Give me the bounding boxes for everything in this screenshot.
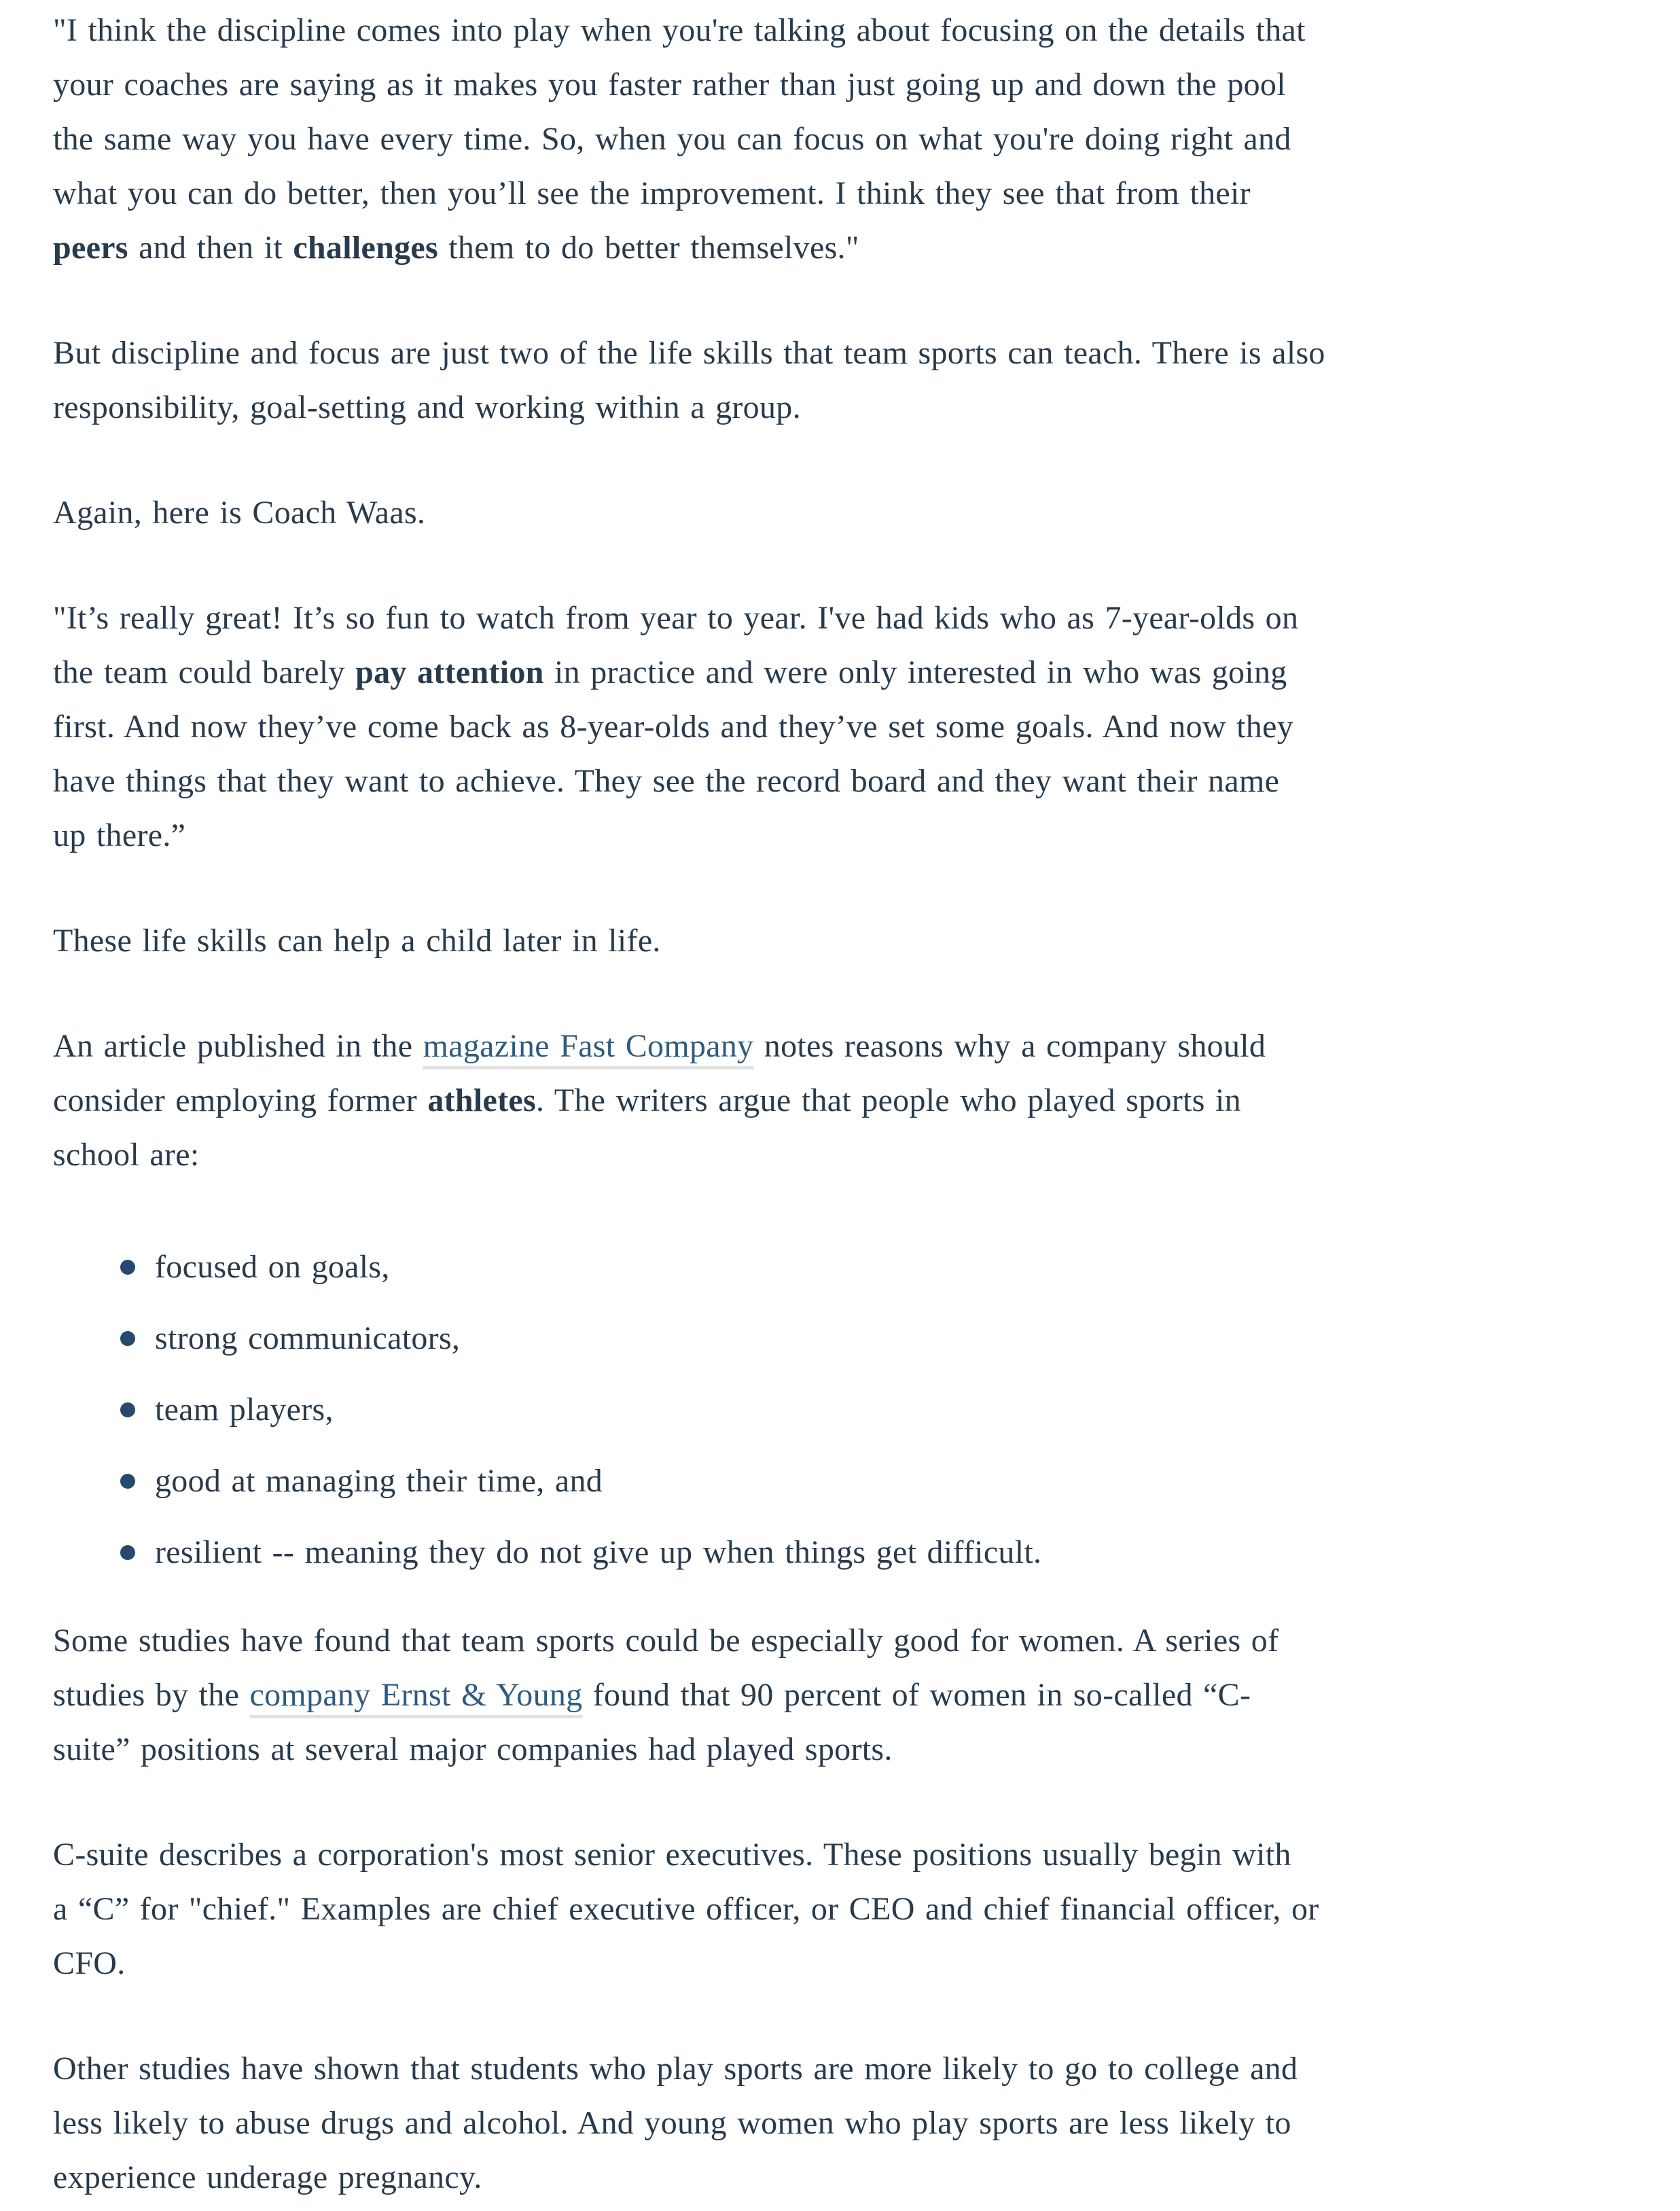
article	[53, 3, 1585, 2205]
text-run: have things that they want to achieve. They see the record board and they want their name	[53, 763, 1280, 799]
link-fast-company[interactable]: magazine Fast Company	[423, 1028, 754, 1064]
text-run: But discipline and focus are just two of the life skills that team sports can teach. There is also	[53, 335, 1325, 371]
text-run: strong communicators,	[155, 1320, 461, 1356]
text-run: . The writers argue that people who played sports in	[536, 1082, 1241, 1118]
text-run: team players,	[155, 1392, 334, 1428]
text-run: suite” positions at several major companies had played sports.	[53, 1731, 893, 1767]
paragraph	[53, 914, 1585, 968]
text-run: Again, here is Coach Waas.	[53, 495, 426, 531]
text-run: resilient -- meaning they do not give up when things get difficult.	[155, 1534, 1042, 1570]
bold-text: athletes	[427, 1082, 537, 1118]
list-item	[155, 1454, 1585, 1508]
text-run: "I think the discipline comes into play when you're talking about focusing on the details that	[53, 12, 1306, 48]
text-run: C-suite describes a corporation's most senior executives. These positions usually begin with	[53, 1837, 1291, 1873]
bold-text: pay attention	[355, 654, 544, 690]
text-run: school are:	[53, 1137, 200, 1173]
text-run: and then it	[128, 230, 293, 266]
text-run: experience underage pregnancy.	[53, 2159, 482, 2195]
paragraph	[53, 486, 1585, 540]
bold-text: challenges	[293, 230, 438, 266]
text-run: Other studies have shown that students who play sports are more likely to go to college and	[53, 2051, 1298, 2087]
text-run: what you can do better, then you’ll see the improvement. I think they see that from their	[53, 175, 1251, 211]
paragraph	[53, 1019, 1585, 1182]
text-run: These life skills can help a child later in life.	[53, 923, 661, 959]
paragraph	[53, 1828, 1585, 1991]
text-run: CFO.	[53, 1945, 126, 1981]
text-run: them to do better themselves."	[437, 230, 859, 266]
text-run: the same way you have every time. So, when you can focus on what you're doing right and	[53, 121, 1291, 157]
text-run: "It’s really great! It’s so fun to watch from year to year. I've had kids who as 7-year-olds on	[53, 600, 1299, 636]
text-run: your coaches are saying as it makes you faster rather than just going up and down the pool	[53, 67, 1286, 103]
text-run: studies by the	[53, 1677, 250, 1713]
text-run: a “C” for "chief." Examples are chief executive officer, or CEO and chief financial officer, or	[53, 1891, 1319, 1927]
text-run: first. And now they’ve come back as 8-year-olds and they’ve set some goals. And now they	[53, 709, 1294, 745]
text-run: responsibility, goal-setting and working within a group.	[53, 389, 801, 425]
list-item	[155, 1240, 1585, 1294]
text-run: up there.”	[53, 817, 186, 853]
text-run: An article published in the	[53, 1028, 423, 1064]
text-run: less likely to abuse drugs and alcohol. And young women who play sports are less likely to	[53, 2105, 1291, 2141]
bold-text: peers	[53, 230, 128, 266]
text-run: good at managing their time, and	[155, 1463, 603, 1499]
list-item	[155, 1311, 1585, 1366]
paragraph	[53, 1614, 1585, 1777]
paragraph	[53, 591, 1585, 863]
text-run: in practice and were only interested in who was going	[543, 654, 1287, 690]
link-ernst-young[interactable]: company Ernst & Young	[249, 1677, 583, 1713]
text-run: consider employing former	[53, 1082, 428, 1118]
paragraph	[53, 2042, 1585, 2205]
text-run: Some studies have found that team sports could be especially good for women. A series of	[53, 1623, 1279, 1659]
list-item	[155, 1383, 1585, 1437]
paragraph	[53, 326, 1585, 435]
text-run: focused on goals,	[155, 1249, 390, 1285]
list-item	[155, 1525, 1585, 1580]
bullet-list	[53, 1233, 1585, 1580]
text-run: the team could barely	[53, 654, 356, 690]
text-run: notes reasons why a company should	[753, 1028, 1266, 1064]
text-run: found that 90 percent of women in so-called “C-	[582, 1677, 1251, 1713]
paragraph	[53, 3, 1585, 275]
